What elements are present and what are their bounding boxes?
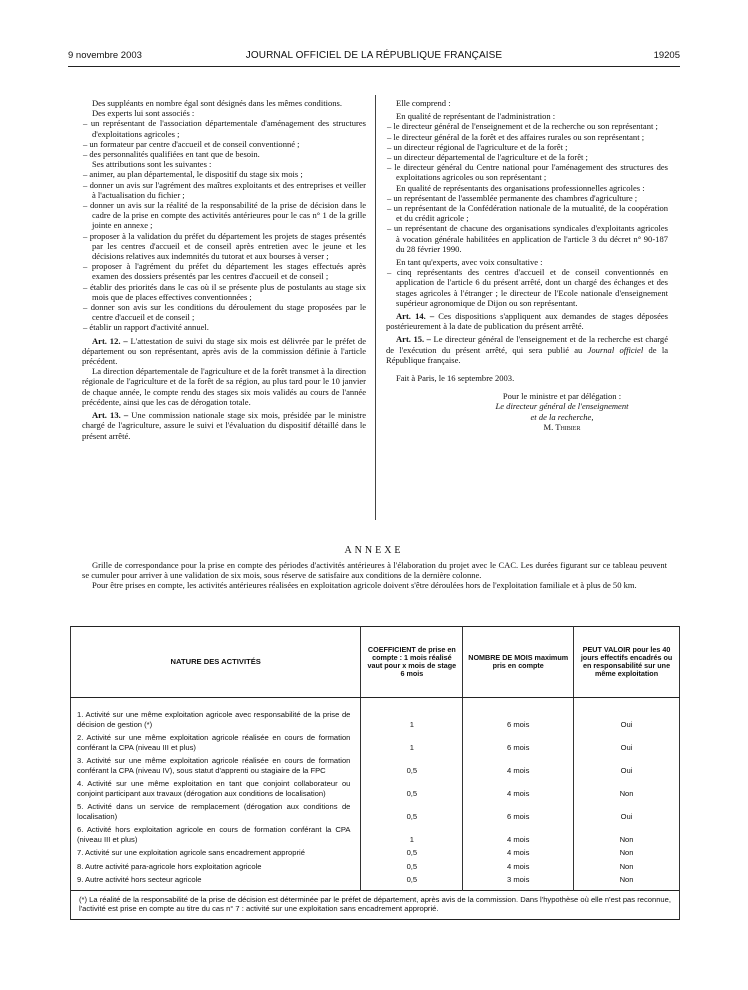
table-row — [71, 777, 680, 800]
journal-officiel-italic: Journal officiel — [587, 344, 644, 355]
cell-value: Non — [574, 860, 680, 874]
list-item: – un représentant de chacune des organisations syndicales d'exploitants agricoles à vocation générale habilitées en application de l'article 3 du décret n° 90-187 du 28 février 1990. — [387, 223, 668, 254]
cell-nature: 2. Activité sur une même exploitation agricole réalisée en cours de formation conférant la CPA (niveau III et plus) — [71, 731, 361, 754]
cell-months: 4 mois — [463, 777, 574, 800]
table-footnote: (*) La réalité de la responsabilité de la prise de décision est déterminée par le préfet de département, après avis de la commission. Dans l'hypothèse où elle n'est pas reconnue, l'activité est prise en compte au titre du cas n° 7 : activité sur une exploitation sans encadrement approprié. — [71, 890, 680, 919]
paragraph: Grille de correspondance pour la prise en compte des périodes d'activités antérieures à l'élaboration du projet avec le CAC. Les durées figurant sur ce tableau peuvent se cumuler pour arriver à une validation de six mois, sous réserve de satisfaire aux conditions de la dernière colonne. — [82, 560, 667, 581]
cell-coefficient: 0,5 — [361, 777, 463, 800]
table-row — [71, 860, 680, 874]
list-item: – établir des priorités dans le cas où il se présente plus de postulants au stage six mois que de places effectives conventionnées ; — [83, 281, 366, 302]
cell-months: 4 mois — [463, 846, 574, 860]
list-item: – donner un avis sur l'agrément des maîtres exploitants et des entreprises et veiller à l'actualisation du fichier ; — [83, 179, 366, 200]
article-text: Une commission nationale stage six mois, présidée par le ministre chargé de l'agriculture, assure le suivi et l'évaluation du dispositif détaillé dans le présent arrêté. — [82, 410, 366, 441]
list-item: – proposer à l'agrément du préfet du département les stages effectués après examen des dossiers présentés par les centres d'accueil et de conseil ; — [83, 261, 366, 282]
cell-months: 3 mois — [463, 873, 574, 890]
left-column — [82, 98, 366, 441]
list-item: – un directeur régional de l'agriculture et de la forêt ; — [387, 141, 568, 152]
cell-value: Oui — [574, 754, 680, 777]
cell-months: 6 mois — [463, 731, 574, 754]
cell-nature: 4. Activité sur une même exploitation en tant que conjoint collaborateur ou conjoint participant aux travaux (dérogation aux conditions de localisation) — [71, 777, 361, 800]
header-rule — [68, 66, 680, 67]
list-item: – le directeur général de l'enseignement et de la recherche ou son représentant ; — [387, 121, 658, 132]
annexe-intro — [82, 560, 667, 591]
table-row — [71, 754, 680, 777]
cell-nature: 7. Activité sur une exploitation agricole sans encadrement approprié — [71, 846, 361, 860]
list-item: – proposer à la validation du préfet du département les projets de stages présentés par les centres d'accueil et de conseil après entretien avec le jeune et les décisions relatives aux indemnités du tutorat et aux bourses à verser ; — [83, 230, 366, 262]
header-value: PEUT VALOIR pour les 40 jours effectifs encadrés ou en responsabilité sur une même exploitation — [574, 627, 680, 698]
done-at: Fait à Paris, le 16 septembre 2003. — [396, 373, 515, 384]
list-item: – un représentant de l'association départementale d'aménagement des structures d'exploitations agricoles ; — [83, 118, 366, 139]
list-item: – un représentant de l'assemblée permanente des chambres d'agriculture ; — [387, 192, 638, 203]
cell-months: 4 mois — [463, 860, 574, 874]
cell-coefficient: 1 — [361, 698, 463, 732]
cell-coefficient: 1 — [361, 823, 463, 846]
table-row — [71, 846, 680, 860]
cell-coefficient: 0,5 — [361, 800, 463, 823]
table-header-row — [71, 627, 680, 698]
cell-months: 6 mois — [463, 800, 574, 823]
table-row — [71, 731, 680, 754]
cell-nature: 3. Activité sur une même exploitation agricole réalisée en cours de formation conférant la CPA (niveau IV), sous statut d'apprenti ou stagiaire de la FPC — [71, 754, 361, 777]
table-row — [71, 823, 680, 846]
list-item: – donner son avis sur les conditions du déroulement du stage proposées par le centre d'accueil et de conseil ; — [83, 302, 366, 323]
signature-line: Pour le ministre et par délégation : — [502, 391, 622, 402]
list-item: – un directeur départemental de l'agriculture et de la forêt ; — [387, 152, 588, 163]
cell-months: 6 mois — [463, 698, 574, 732]
cell-coefficient: 0,5 — [361, 873, 463, 890]
journal-title: JOURNAL OFFICIEL DE LA RÉPUBLIQUE FRANÇAISE — [245, 50, 503, 61]
cell-months: 4 mois — [463, 823, 574, 846]
cell-coefficient: 0,5 — [361, 754, 463, 777]
signature-line — [386, 401, 668, 411]
paragraph: En qualité de représentant de l'administration : — [396, 111, 556, 122]
paragraph: La direction départementale de l'agriculture et de la forêt transmet à la direction régionale de l'agriculture et de la forêt de sa région, au plus tard pour le 10 janvier de chaque année, le compte rendu des stages six mois validés au cours de l'année précédente, ainsi que les cas de dérogation totale. — [82, 366, 366, 407]
page-number: 19205 — [653, 50, 680, 61]
cell-nature: 1. Activité sur une même exploitation agricole avec responsabilité de la prise de décision de gestion (*) — [71, 698, 361, 732]
signature-line — [386, 412, 668, 422]
article-label: Art. 14. – — [396, 311, 435, 322]
cell-value: Oui — [574, 698, 680, 732]
paragraph: Des suppléants en nombre égal sont désignés dans les mêmes conditions. — [92, 98, 342, 108]
list-item: – donner un avis sur la réalité de la responsabilité de la prise de décision dans le cadre de la prise en compte des activités antérieures pour le cas n° 1 de la grille jointe en annexe ; — [83, 200, 366, 231]
list-item: – le directeur général du Centre national pour l'aménagement des structures des exploitations agricoles ou son représentant ; — [387, 162, 668, 183]
list-item: – établir un rapport d'activité annuel. — [83, 322, 209, 333]
cell-coefficient: 1 — [361, 731, 463, 754]
paragraph: Pour être prises en compte, les activités antérieures réalisées en exploitation agricole doivent s'être déroulées hors de l'exploitation familiale et à plus de 50 km. — [92, 580, 637, 591]
header-nature: NATURE DES ACTIVITÉS — [71, 627, 361, 698]
signatory-title: et de la recherche, — [530, 411, 594, 422]
list-item: – un représentant de la Confédération nationale de la mutualité, de la coopération et du crédit agricole ; — [387, 203, 668, 224]
table-row — [71, 873, 680, 890]
signatory-name: M. Thibier — [543, 421, 581, 432]
paragraph: En tant qu'experts, avec voix consultative : — [396, 257, 543, 268]
header-date: 9 novembre 2003 — [68, 50, 142, 61]
article-13 — [82, 410, 366, 441]
page-header — [68, 50, 680, 64]
cell-nature: 6. Activité hors exploitation agricole en cours de formation conférant la CPA (niveau III et plus) — [71, 823, 361, 846]
article-12 — [82, 336, 366, 367]
cell-value: Non — [574, 777, 680, 800]
article-text: de la République française. — [386, 344, 669, 365]
paragraph: Des experts lui sont associés : — [92, 108, 195, 119]
list-item: – un formateur par centre d'accueil et de conseil conventionné ; — [83, 138, 300, 149]
header-coefficient: COEFFICIENT de prise en compte : 1 mois réalisé vaut pour x mois de stage 6 mois — [361, 627, 463, 698]
paragraph: En qualité de représentants des organisations professionnelles agricoles : — [396, 182, 645, 193]
article-label: Art. 15. – — [396, 334, 431, 345]
list-item: – animer, au plan départemental, le dispositif du stage six mois ; — [83, 169, 303, 180]
paragraph: Elle comprend : — [396, 98, 451, 108]
list-item: – cinq représentants des centres d'accueil et de conseil conventionnés en application de l'article 6 du présent arrêté, dont un chargé des échanges et des stages agricoles à l'étranger ; le directeur de l'Ecole nationale d'enseignement supérieur agronomique de Dijon ou son représentant. — [387, 267, 668, 308]
cell-nature: 9. Autre activité hors secteur agricole — [71, 873, 361, 890]
column-divider — [375, 95, 376, 520]
signatory-title: Le directeur général de l'enseignement — [495, 401, 629, 412]
article-text: Ces dispositions s'appliquent aux demandes de stages déposées postérieurement à la date de publication du présent arrêté. — [386, 311, 668, 332]
cell-months: 4 mois — [463, 754, 574, 777]
cell-value: Oui — [574, 800, 680, 823]
article-text: Le directeur général de l'enseignement et de la recherche est chargé de l'exécution du présent arrêté, qui sera publié au — [386, 334, 668, 355]
article-label: Art. 13. – — [92, 410, 129, 421]
article-15 — [386, 334, 668, 365]
article-text: L'attestation de suivi du stage six mois est délivrée par le préfet de département ou son représentant, après avis de la commission définie à l'article précédent. — [82, 335, 366, 367]
paragraph: Ses attributions sont les suivantes : — [92, 159, 212, 170]
table-footnote-row — [71, 890, 680, 919]
header-months: NOMBRE DE MOIS maximum pris en compte — [463, 627, 574, 698]
article-label: Art. 12. – — [92, 335, 128, 346]
cell-value: Non — [574, 823, 680, 846]
correspondence-table — [70, 626, 680, 920]
cell-value: Non — [574, 846, 680, 860]
table-row — [71, 800, 680, 823]
cell-nature: 8. Autre activité para-agricole hors exploitation agricole — [71, 860, 361, 874]
cell-coefficient: 0,5 — [361, 846, 463, 860]
cell-nature: 5. Activité dans un service de remplacement (dérogation aux conditions de localisation) — [71, 800, 361, 823]
table-row — [71, 698, 680, 732]
right-column — [386, 98, 668, 432]
signature-block — [386, 391, 668, 432]
list-item: – des personnalités qualifiées en tant que de besoin. — [83, 149, 260, 160]
cell-coefficient: 0,5 — [361, 860, 463, 874]
cell-value: Oui — [574, 731, 680, 754]
list-item: – le directeur général de la forêt et des affaires rurales ou son représentant ; — [387, 131, 645, 142]
article-14 — [386, 311, 668, 331]
cell-value: Non — [574, 873, 680, 890]
annexe-heading: ANNEXE — [344, 545, 404, 556]
